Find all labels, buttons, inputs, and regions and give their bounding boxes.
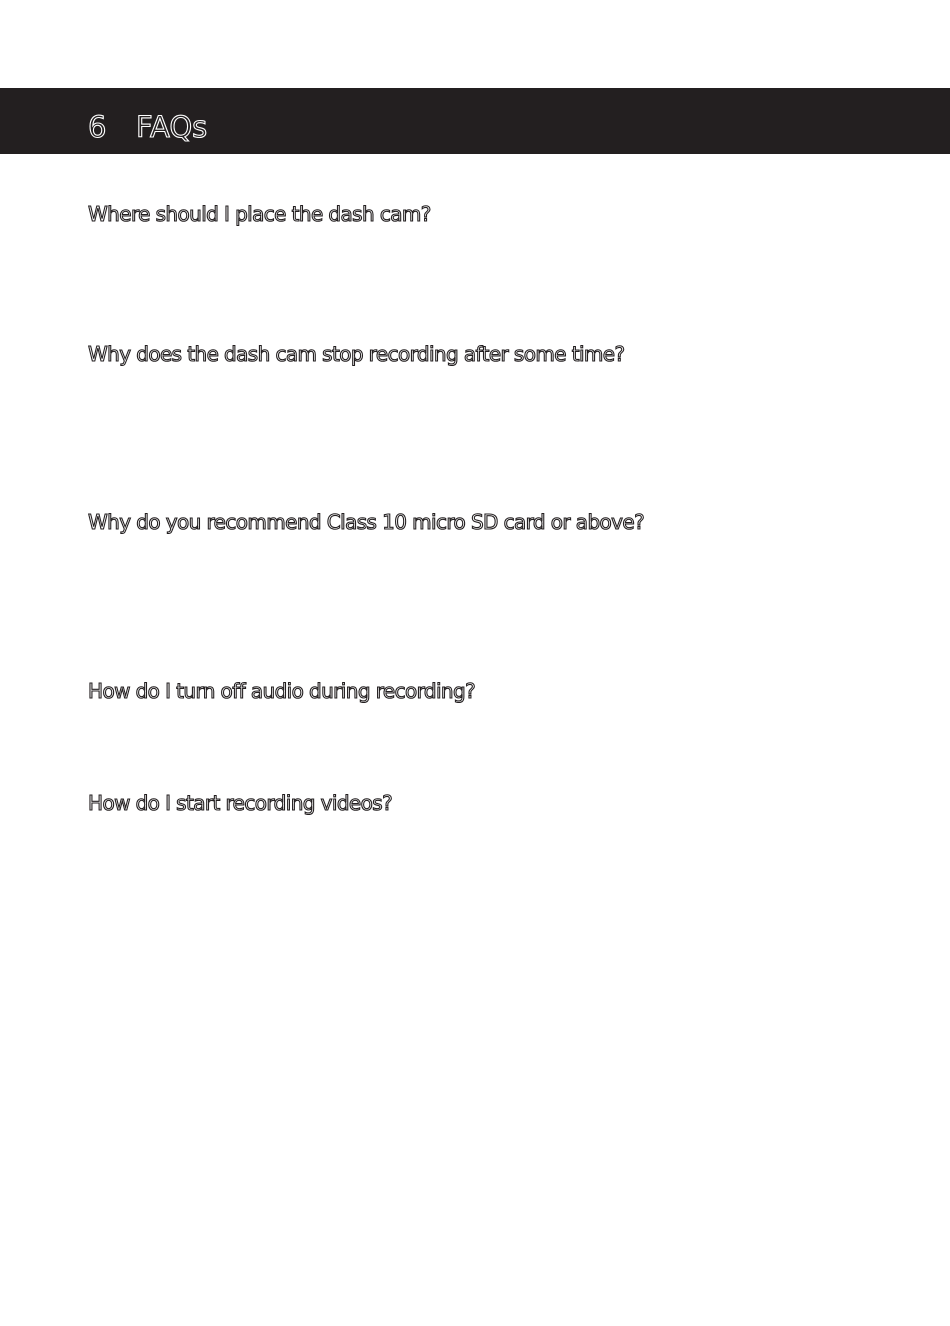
- faq-question-turn-off-audio: How do I turn off audio during recording?: [88, 679, 476, 703]
- chapter-number: 6: [88, 110, 107, 144]
- faq-question-start-recording: How do I start recording videos?: [88, 791, 393, 815]
- chapter-title: FAQs: [136, 110, 208, 144]
- faq-question-sd-card-class: Why do you recommend Class 10 micro SD card or above?: [88, 510, 645, 534]
- faq-question-recording-stops: Why does the dash cam stop recording after some time?: [88, 342, 625, 366]
- faq-question-dash-cam-placement: Where should I place the dash cam?: [88, 202, 431, 226]
